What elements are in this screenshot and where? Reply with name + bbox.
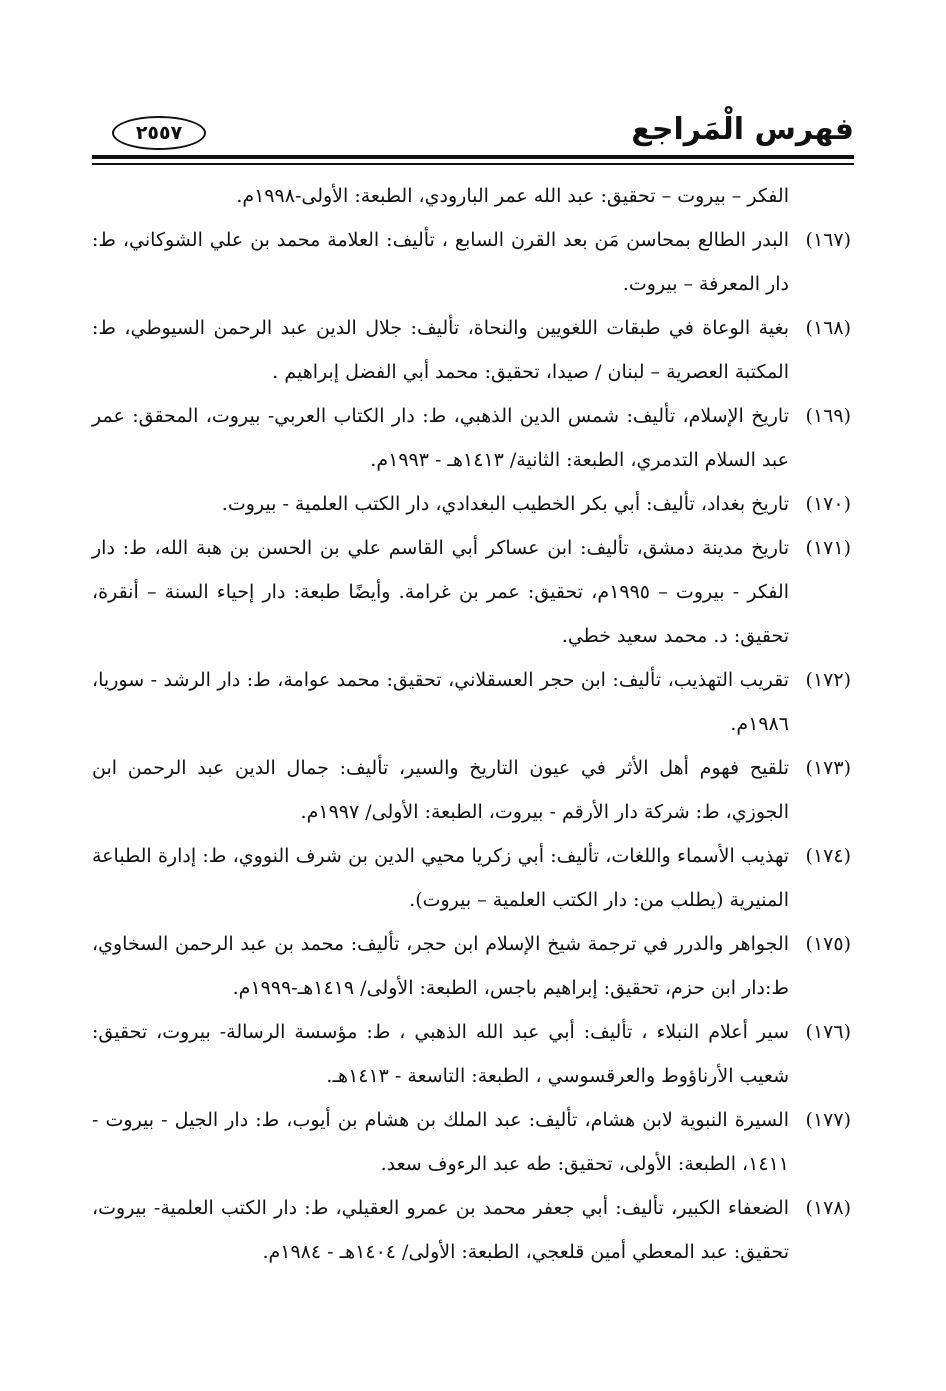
reference-number: (١٧٦) bbox=[805, 1021, 851, 1043]
page-title: فهرس الْمَراجع bbox=[631, 112, 854, 147]
page-header bbox=[92, 104, 854, 156]
reference-entry bbox=[92, 1010, 851, 1098]
reference-number: (١٧٥) bbox=[805, 933, 851, 955]
page-number-badge bbox=[112, 116, 206, 150]
header-rule-thin bbox=[92, 163, 854, 165]
reference-text: البدر الطالع بمحاسن مَن بعد القرن السابع ، تأليف: العلامة محمد بن علي الشوكاني، ط: دار المعرفة – بيروت. bbox=[92, 229, 789, 295]
reference-entry bbox=[92, 658, 851, 746]
reference-number: (١٧٠) bbox=[805, 493, 851, 515]
reference-text: تاريخ الإسلام، تأليف: شمس الدين الذهبي، ط: دار الكتاب العربي- بيروت، المحقق: عمر عبد السلام التدمري، الطبعة: الثانية/ ١٤١٣هـ - ١٩٩٣م. bbox=[92, 405, 789, 471]
reference-number: (١٧١) bbox=[805, 537, 851, 559]
reference-text: الضعفاء الكبير، تأليف: أبي جعفر محمد بن عمرو العقيلي، ط: دار الكتب العلمية- بيروت، تحقيق: عبد المعطي أمين قلعجي، الطبعة: الأولى/ ١٤٠٤هـ - ١٩٨٤م. bbox=[92, 1197, 789, 1263]
reference-entry bbox=[92, 1186, 851, 1274]
reference-entry bbox=[92, 922, 851, 1010]
reference-number: (١٦٩) bbox=[805, 405, 851, 427]
reference-number: (١٧٢) bbox=[805, 669, 851, 691]
reference-entry bbox=[92, 394, 851, 482]
reference-text: تاريخ مدينة دمشق، تأليف: ابن عساكر أبي القاسم علي بن الحسن بن هبة الله، ط: دار الفكر - بيروت – ١٩٩٥م، تحقيق: عمر بن غرامة. وأيضًا طبعة: دار إحياء السنة – أنقرة، تحقيق: د. محمد سعيد خطي. bbox=[92, 537, 789, 647]
reference-text: تلقيح فهوم أهل الأثر في عيون التاريخ والسير، تأليف: جمال الدين عبد الرحمن ابن الجوزي، ط: شركة دار الأرقم - بيروت، الطبعة: الأولى/ ١٩٩٧م. bbox=[92, 757, 789, 823]
reference-entry bbox=[92, 306, 851, 394]
reference-number: (١٧٤) bbox=[805, 845, 851, 867]
page-number: ٢٥٥٧ bbox=[135, 122, 183, 144]
continued-entry-text: الفكر – بيروت – تحقيق: عبد الله عمر البارودي، الطبعة: الأولى-١٩٩٨م. bbox=[236, 185, 789, 207]
reference-entry bbox=[92, 526, 851, 658]
header-rule-thick bbox=[92, 155, 854, 159]
reference-entry bbox=[92, 218, 851, 306]
references-list bbox=[92, 174, 851, 1274]
reference-number: (١٧٧) bbox=[805, 1109, 851, 1131]
reference-text: سير أعلام النبلاء ، تأليف: أبي عبد الله الذهبي ، ط: مؤسسة الرسالة- بيروت، تحقيق: شعيب الأرناؤوط والعرقسوسي ، الطبعة: التاسعة - ١٤١٣هـ. bbox=[92, 1021, 789, 1087]
reference-entry bbox=[92, 746, 851, 834]
reference-text: تقريب التهذيب، تأليف: ابن حجر العسقلاني، تحقيق: محمد عوامة، ط: دار الرشد - سوريا، ١٩٨٦م. bbox=[92, 669, 789, 735]
reference-number: (١٧٣) bbox=[805, 757, 851, 779]
reference-text: تهذيب الأسماء واللغات، تأليف: أبي زكريا محيي الدين بن شرف النووي، ط: إدارة الطباعة المنيرية (يطلب من: دار الكتب العلمية – بيروت). bbox=[92, 845, 789, 911]
reference-number: (١٧٨) bbox=[805, 1197, 851, 1219]
reference-number: (١٦٨) bbox=[805, 317, 851, 339]
reference-text: تاريخ بغداد، تأليف: أبي بكر الخطيب البغدادي، دار الكتب العلمية - بيروت. bbox=[221, 493, 789, 515]
reference-entry bbox=[92, 1098, 851, 1186]
reference-number: (١٦٧) bbox=[805, 229, 851, 251]
reference-entry bbox=[92, 834, 851, 922]
reference-text: السيرة النبوية لابن هشام، تأليف: عبد الملك بن هشام بن أيوب، ط: دار الجيل - بيروت - ١٤١١، الطبعة: الأولى، تحقيق: طه عبد الرءوف سعد. bbox=[92, 1109, 789, 1175]
reference-entry bbox=[92, 482, 851, 526]
reference-text: بغية الوعاة في طبقات اللغويين والنحاة، تأليف: جلال الدين عبد الرحمن السيوطي، ط: المكتبة العصرية – لبنان / صيدا، تحقيق: محمد أبي الفضل إبراهيم . bbox=[92, 317, 789, 383]
reference-text: الجواهر والدرر في ترجمة شيخ الإسلام ابن حجر، تأليف: محمد بن عبد الرحمن السخاوي، ط:دار ابن حزم، تحقيق: إبراهيم باجس، الطبعة: الأولى/ ١٤١٩هـ-١٩٩٩م. bbox=[92, 933, 789, 999]
